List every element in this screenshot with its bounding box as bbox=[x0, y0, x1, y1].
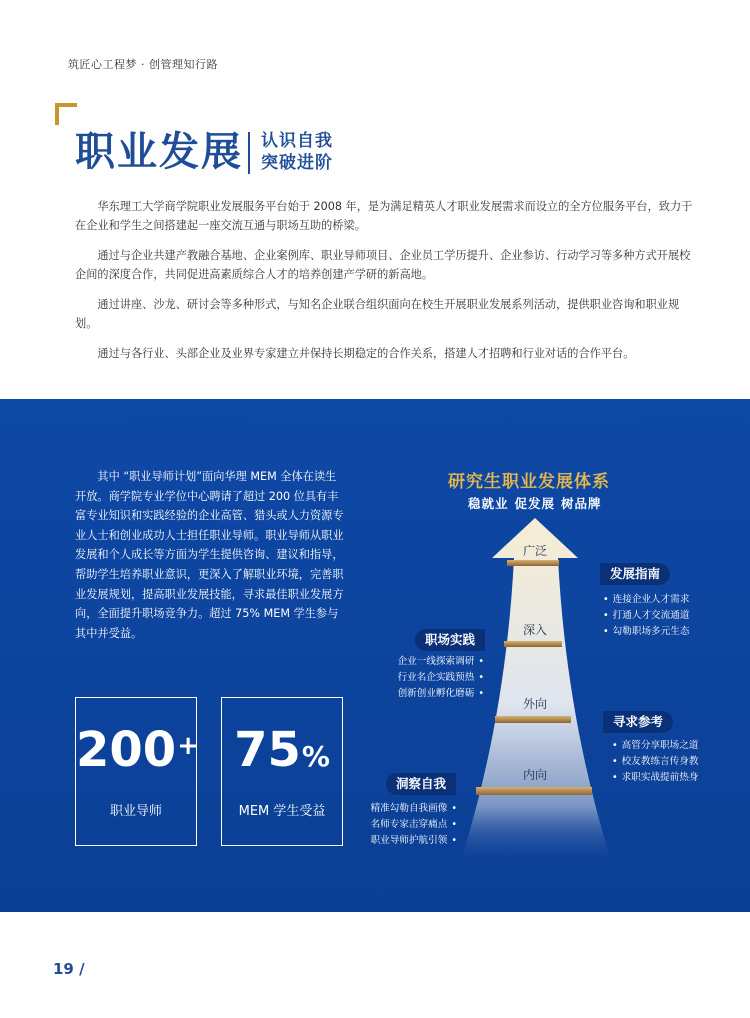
corner-bracket-decoration bbox=[55, 103, 77, 125]
stat-value: 75 bbox=[234, 722, 301, 778]
arrow-body bbox=[462, 518, 610, 857]
list-item: 精准勾勒自我画像 • bbox=[371, 801, 457, 817]
intro-paragraph-2: 通过与企业共建产教融合基地、企业案例库、职业导师项目、企业员工学历提升、企业参访、行动学习等多种方式开展校企间的深度合作，共同促进高素质综合人才的培养创建产学研的新高地。 bbox=[75, 249, 691, 281]
step-bar-3 bbox=[495, 716, 571, 723]
guide-list bbox=[603, 592, 689, 640]
system-slogans bbox=[468, 494, 608, 512]
self-list bbox=[371, 801, 457, 849]
step-bar-2 bbox=[504, 641, 562, 647]
intro-paragraph-4: 通过与各行业、头部企业及业界专家建立并保持长期稳定的合作关系，搭建人才招聘和行业对话的合作平台。 bbox=[97, 347, 635, 360]
list-item: 企业一线探索调研 • bbox=[398, 654, 484, 670]
step-bar-1 bbox=[507, 560, 559, 566]
slogan: 树品牌 bbox=[561, 496, 602, 511]
tag-seek-reference: 寻求参考 bbox=[603, 711, 673, 733]
practice-list bbox=[398, 654, 484, 702]
stat-number bbox=[76, 722, 199, 778]
slogan: 稳就业 bbox=[468, 496, 509, 511]
page-title: 职业发展 bbox=[75, 129, 243, 175]
slogan: 促发展 bbox=[514, 496, 556, 511]
page-number: 19 / bbox=[53, 960, 85, 978]
stat-label: MEM 学生受益 bbox=[238, 804, 326, 819]
stat-value: 200 bbox=[76, 722, 177, 778]
intro-section bbox=[75, 197, 700, 374]
step-label-inward: 内向 bbox=[522, 768, 547, 782]
title-divider bbox=[248, 132, 250, 174]
stat-suffix: + bbox=[177, 731, 199, 761]
tag-workplace-practice: 职场实践 bbox=[415, 629, 485, 651]
list-item: • 勾勒职场多元生态 bbox=[603, 624, 689, 640]
subtitle-line-2: 突破进阶 bbox=[261, 153, 333, 173]
list-item: 名师专家击穿痛点 • bbox=[371, 817, 457, 833]
stat-number bbox=[222, 724, 342, 783]
list-item: • 高管分享职场之道 bbox=[612, 738, 698, 754]
stat-box-benefit bbox=[221, 697, 343, 846]
list-item: 行业名企实践预热 • bbox=[398, 670, 484, 686]
stat-box-mentors bbox=[75, 697, 197, 846]
intro-paragraph-1: 华东理工大学商学院职业发展服务平台始于 2008 年，是为满足精英人才职业发展需求而设立的全方位服务平台，致力于在企业和学生之间搭建起一座交流互通与职场互助的桥梁。 bbox=[75, 200, 693, 232]
page-subtitle bbox=[261, 130, 333, 174]
list-item: • 求职实战提前热身 bbox=[612, 770, 698, 786]
list-item: 职业导师护航引领 • bbox=[371, 833, 457, 849]
list-item: • 打通人才交流通道 bbox=[603, 608, 689, 624]
list-item: • 连接企业人才需求 bbox=[603, 592, 689, 608]
intro-paragraph-3: 通过讲座、沙龙、研讨会等多种形式，与知名企业联合组织面向在校生开展职业发展系列活动，提供职业咨询和职业规划。 bbox=[75, 298, 680, 330]
tag-development-guide: 发展指南 bbox=[600, 563, 670, 585]
stat-suffix: % bbox=[301, 740, 330, 773]
step-bar-4 bbox=[476, 787, 592, 795]
list-item: 创新创业孵化磨砺 • bbox=[398, 686, 484, 702]
running-header: 筑匠心工程梦 · 创管理知行路 bbox=[68, 58, 218, 71]
subtitle-line-1: 认识自我 bbox=[261, 131, 333, 151]
system-title: 研究生职业发展体系 bbox=[448, 472, 610, 492]
tag-self-insight: 洞察自我 bbox=[386, 773, 456, 795]
stat-label: 职业导师 bbox=[109, 804, 162, 819]
step-label-outward: 外向 bbox=[522, 697, 547, 711]
mentor-program-text: 其中 “职业导师计划”面向华理 MEM 全体在读生开放。商学院专业学位中心聘请了超过 200 位具有丰富专业知识和实践经验的企业高管、猎头或人力资源专业人士和创业成功人士担任职业导师。职业导师从职业发展和个人成长等方面为学生提供咨询、建议和指导，帮助学生培养职业意识，更深入了解职业环境，完善职业发展规划，提高职业发展技能，寻求最佳职业发展方向，全面提升职场竞争力。超过 75% MEM 学生参与其中并受益。 bbox=[75, 470, 344, 640]
step-label-broad: 广泛 bbox=[522, 544, 547, 558]
step-label-deep: 深入 bbox=[522, 623, 547, 637]
reference-list bbox=[612, 738, 698, 786]
list-item: • 校友教练言传身教 bbox=[612, 754, 698, 770]
